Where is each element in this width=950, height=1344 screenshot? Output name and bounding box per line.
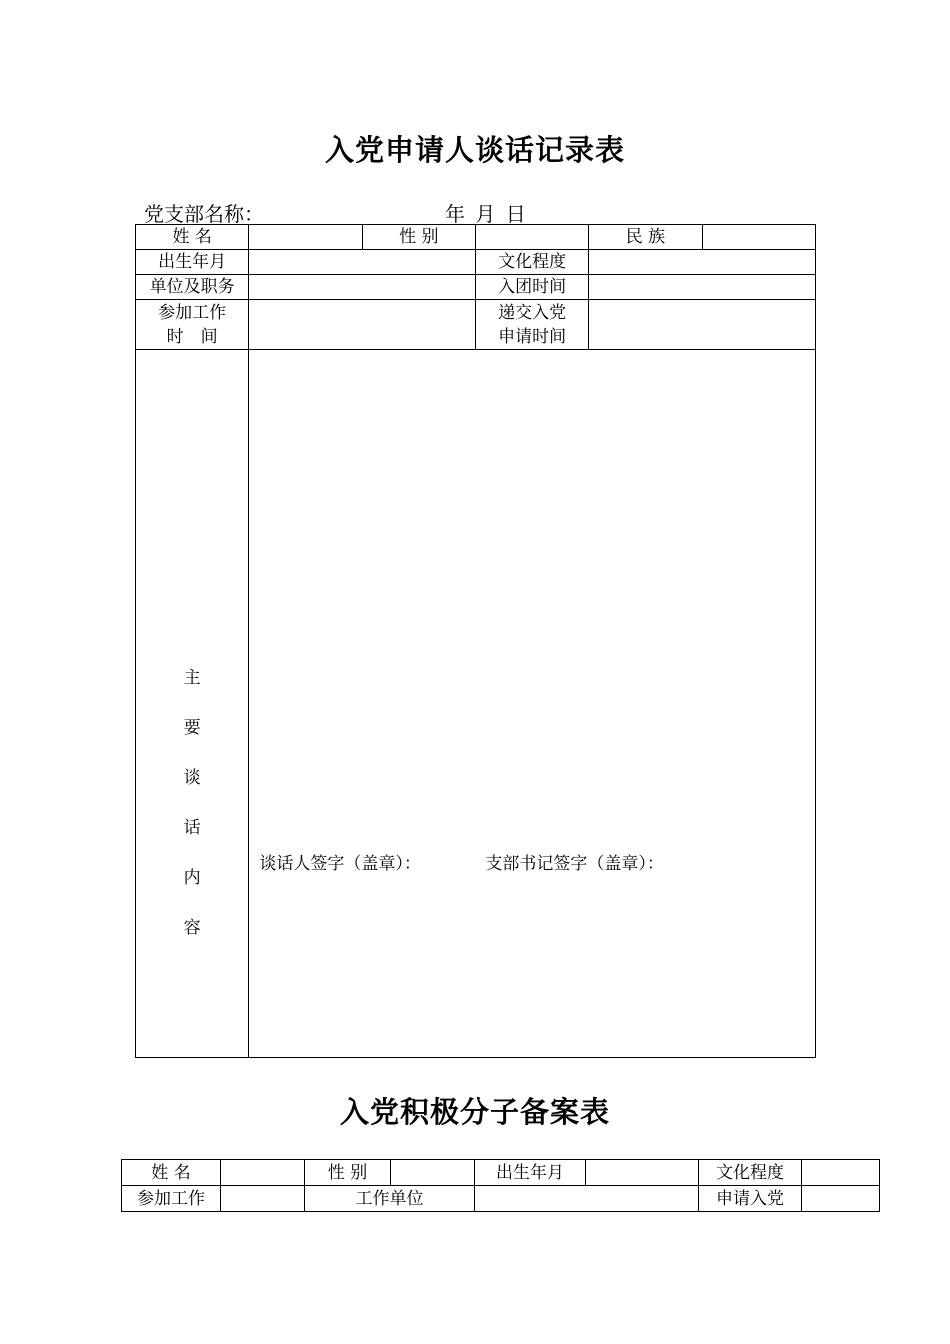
name-field[interactable] bbox=[249, 225, 362, 250]
table-row bbox=[122, 1186, 880, 1212]
education-field[interactable] bbox=[589, 250, 816, 275]
content-label-char: 容 bbox=[183, 917, 201, 938]
education-label: 文化程度 bbox=[475, 250, 588, 275]
name-label: 姓 名 bbox=[136, 225, 249, 250]
content-label-char: 谈 bbox=[183, 767, 201, 788]
table-row bbox=[136, 275, 816, 300]
gender-label: 性 别 bbox=[305, 1160, 391, 1186]
activist-record-table bbox=[121, 1159, 880, 1212]
apply-join-label: 申请入党 bbox=[699, 1186, 802, 1212]
work-start-field[interactable] bbox=[221, 1186, 305, 1212]
work-start-label bbox=[136, 300, 249, 350]
league-join-label: 入团时间 bbox=[475, 275, 588, 300]
content-label bbox=[136, 350, 249, 1058]
content-label-char: 主 bbox=[183, 667, 201, 688]
secretary-signature-label: 支部书记签字（盖章）： bbox=[485, 854, 664, 874]
education-field[interactable] bbox=[802, 1160, 880, 1186]
gender-field[interactable] bbox=[475, 225, 588, 250]
unit-position-label: 单位及职务 bbox=[136, 275, 249, 300]
apply-time-label-line1: 递交入党 bbox=[498, 302, 567, 323]
birth-field[interactable] bbox=[586, 1160, 699, 1186]
work-start-field[interactable] bbox=[249, 300, 476, 350]
content-label-char: 内 bbox=[183, 867, 201, 888]
work-start-label-line1: 参加工作 bbox=[158, 302, 227, 323]
form2-title: 入党积极分子备案表 bbox=[339, 1095, 610, 1129]
apply-time-field[interactable] bbox=[589, 300, 816, 350]
gender-field[interactable] bbox=[391, 1160, 475, 1186]
unit-position-field[interactable] bbox=[249, 275, 476, 300]
content-label-char: 要 bbox=[183, 717, 201, 738]
name-label: 姓 名 bbox=[122, 1160, 221, 1186]
date-label: 年 月 日 bbox=[445, 202, 526, 226]
work-start-label: 参加工作 bbox=[122, 1186, 221, 1212]
table-row bbox=[122, 1160, 880, 1186]
birth-label: 出生年月 bbox=[136, 250, 249, 275]
table-row bbox=[136, 250, 816, 275]
work-unit-field[interactable] bbox=[475, 1186, 699, 1212]
apply-join-field[interactable] bbox=[802, 1186, 880, 1212]
branch-name-label: 党支部名称： bbox=[144, 202, 264, 226]
table-row bbox=[136, 350, 816, 1058]
ethnicity-label: 民 族 bbox=[589, 225, 702, 250]
ethnicity-field[interactable] bbox=[702, 225, 815, 250]
table-row bbox=[136, 300, 816, 350]
birth-label: 出生年月 bbox=[475, 1160, 586, 1186]
gender-label: 性 别 bbox=[362, 225, 475, 250]
league-join-field[interactable] bbox=[589, 275, 816, 300]
form1-title: 入党申请人谈话记录表 bbox=[324, 133, 625, 167]
apply-time-label-line2: 申请时间 bbox=[498, 326, 567, 347]
education-label: 文化程度 bbox=[699, 1160, 802, 1186]
interview-record-table bbox=[135, 224, 816, 1058]
apply-time-label bbox=[475, 300, 588, 350]
work-start-label-line2: 时 间 bbox=[166, 326, 218, 347]
name-field[interactable] bbox=[221, 1160, 305, 1186]
interview-content-area[interactable] bbox=[249, 350, 816, 1058]
content-label-char: 话 bbox=[183, 817, 201, 838]
table-row bbox=[136, 225, 816, 250]
birth-field[interactable] bbox=[249, 250, 476, 275]
talker-signature-label: 谈话人签字（盖章）： bbox=[259, 854, 421, 874]
work-unit-label: 工作单位 bbox=[305, 1186, 475, 1212]
